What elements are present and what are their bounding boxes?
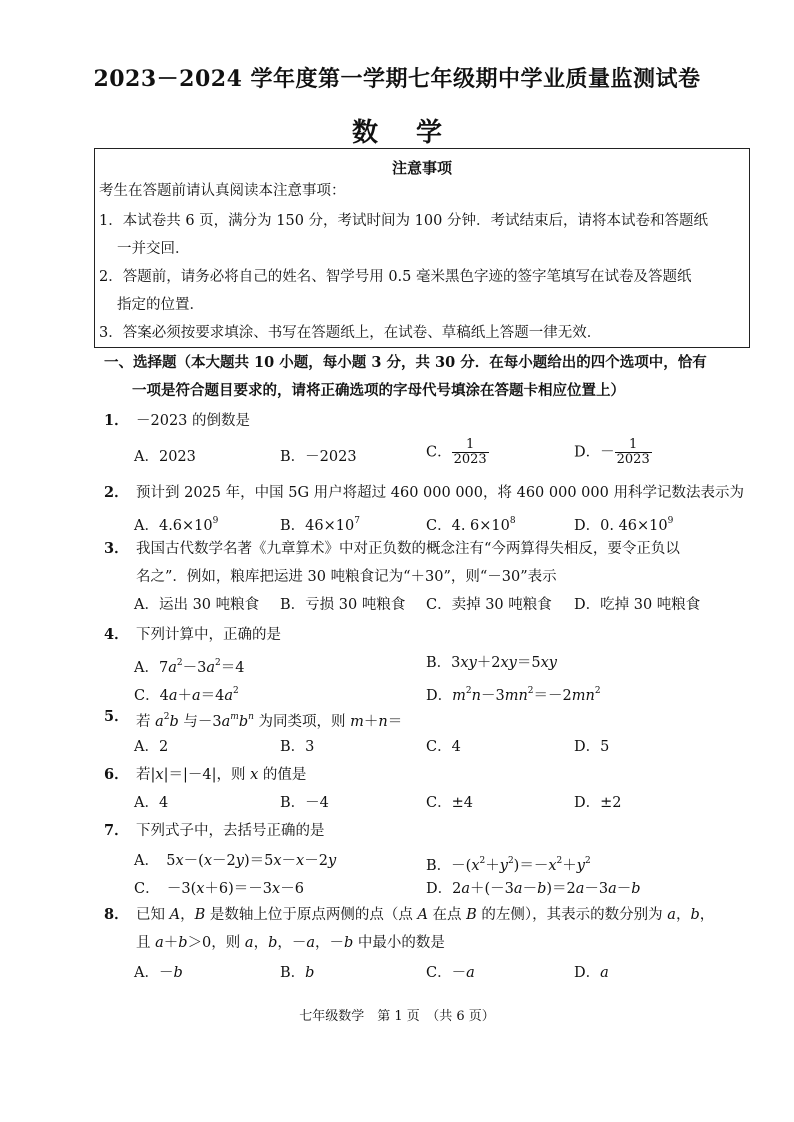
question-number: 5． [104, 708, 129, 725]
option-a: A．－b [134, 965, 183, 981]
option-a: A．2023 [134, 449, 196, 465]
option-d: D．a [574, 965, 609, 981]
question-text: 我国古代数学名著《九章算术》中对正负数的概念注有“今两算得失相反，要令正负以 [136, 541, 680, 557]
option-b: B．$46\times 10^7$ [280, 516, 360, 534]
option-d: D．5 [574, 739, 610, 755]
question-6 [104, 764, 744, 814]
question-text: 若|x|＝|－4|，则 x 的值是 [136, 767, 307, 783]
question-text: 已知 A，B 是数轴上位于原点两侧的点（点 A 在点 B 的左侧），其表示的数分别为 a，b， [136, 907, 715, 923]
option-d: D．2a＋(－3a－b)＝2a－3a－b [426, 881, 641, 897]
option-c: C．$4a+a=4a^2$ [134, 686, 239, 704]
question-text: 下列计算中，正确的是 [136, 627, 281, 643]
option-c: C．－a [426, 965, 475, 981]
option-d: D．0. $46\times 10^9$ [574, 516, 674, 534]
question-number: 7． [104, 822, 129, 839]
notice-item-2-cont: 指定的位置． [117, 297, 204, 313]
option-c: C． －3(x＋6)＝－3x－6 [134, 881, 304, 897]
question-8 [104, 904, 744, 984]
notice-item-2: 2．答题前，请务必将自己的姓名、智学号用 0.5 毫米黑色字迹的签字笔填写在试卷及答题纸 [99, 269, 692, 285]
question-text-cont: 名之”．例如，粮库把运进 30 吨粮食记为“＋30”，则“－30”表示 [136, 569, 557, 585]
section-heading [104, 349, 754, 405]
option-d: D．±2 [574, 795, 622, 811]
question-text: 预计到 2025 年，中国 5G 用户将超过 460 000 000，将 460 000 000 用科学记数法表示为 [136, 485, 744, 501]
option-d: D．$m^2n-3mn^2=-2mn^2$ [426, 686, 601, 704]
question-number: 4． [104, 626, 129, 643]
question-number: 3． [104, 540, 129, 557]
option-a: A．$4.6\times 10^9$ [134, 516, 219, 534]
question-5 [104, 706, 744, 756]
exam-title: 2023－2024 学年度第一学期七年级期中学业质量监测试卷 [93, 66, 701, 92]
question-text-cont: 且 a＋b＞0，则 a，b，－a，－b 中最小的数是 [136, 935, 445, 951]
question-text: 若 $a^2b$ 与$-3a^mb^n$ 为同类项，则 m＋n＝ [136, 712, 403, 730]
section-line-1: 一、选择题（本大题共 10 小题，每小题 3 分，共 30 分．在每小题给出的四个选项中，恰有 [104, 354, 707, 371]
option-b: B．3 [280, 739, 315, 755]
question-1 [104, 410, 744, 470]
question-3 [104, 538, 744, 618]
question-number: 2． [104, 484, 129, 501]
question-number: 6． [104, 766, 129, 783]
option-a: A．2 [134, 739, 169, 755]
subject-heading: 数学 [351, 118, 480, 148]
page-footer: 七年级数学 第 1 页 （共 6 页） [299, 1009, 495, 1024]
question-number: 1． [104, 412, 129, 429]
option-b: B．$-(x^2+y^2)=-x^2+y^2$ [426, 856, 591, 874]
option-c: C．4 [426, 739, 461, 755]
option-b: B．－4 [280, 795, 329, 811]
option-b: B．3xy＋2xy＝5xy [426, 655, 557, 671]
option-a: A． 5x－(x－2y)＝5x－x－2y [134, 853, 337, 869]
question-text: －2023 的倒数是 [136, 413, 251, 429]
option-a: A．$7a^2-3a^2=4$ [134, 658, 245, 676]
notice-item-1-cont: 一并交回． [117, 241, 190, 257]
notice-heading: 注意事项 [391, 159, 452, 177]
notice-item-1: 1．本试卷共 6 页，满分为 150 分，考试时间为 100 分钟．考试结束后，请将本试卷和答题纸 [99, 213, 708, 229]
question-text: 下列式子中，去括号正确的是 [136, 823, 325, 839]
notice-box [94, 148, 750, 348]
fraction: $\frac{1}{2023}$ [616, 437, 650, 467]
option-c: C．±4 [426, 795, 473, 811]
option-a: A．4 [134, 795, 169, 811]
option-b: B．－2023 [280, 449, 357, 465]
option-b: B．亏损 30 吨粮食 [280, 597, 406, 613]
fraction: $\frac{1}{2023}$ [453, 437, 487, 467]
question-number: 8． [104, 906, 129, 923]
option-b: B．b [280, 965, 315, 981]
option-c: C．卖掉 30 吨粮食 [426, 597, 552, 613]
option-d: D．－ $\frac{1}{2023}$ [574, 437, 650, 467]
question-2 [104, 482, 744, 532]
option-c: C．4. $6\times 10^8$ [426, 516, 516, 534]
question-7 [104, 820, 744, 900]
option-a: A．运出 30 吨粮食 [134, 597, 260, 613]
notice-intro: 考生在答题前请认真阅读本注意事项： [99, 183, 346, 199]
notice-item-3: 3．答案必须按要求填涂、书写在答题纸上，在试卷、草稿纸上答题一律无效． [99, 325, 602, 341]
section-line-2: 一项是符合题目要求的，请将正确选项的字母代号填涂在答题卡相应位置上） [132, 382, 625, 399]
option-c: C． $\frac{1}{2023}$ [426, 437, 487, 467]
question-4 [104, 624, 744, 704]
option-d: D．吃掉 30 吨粮食 [574, 597, 701, 613]
